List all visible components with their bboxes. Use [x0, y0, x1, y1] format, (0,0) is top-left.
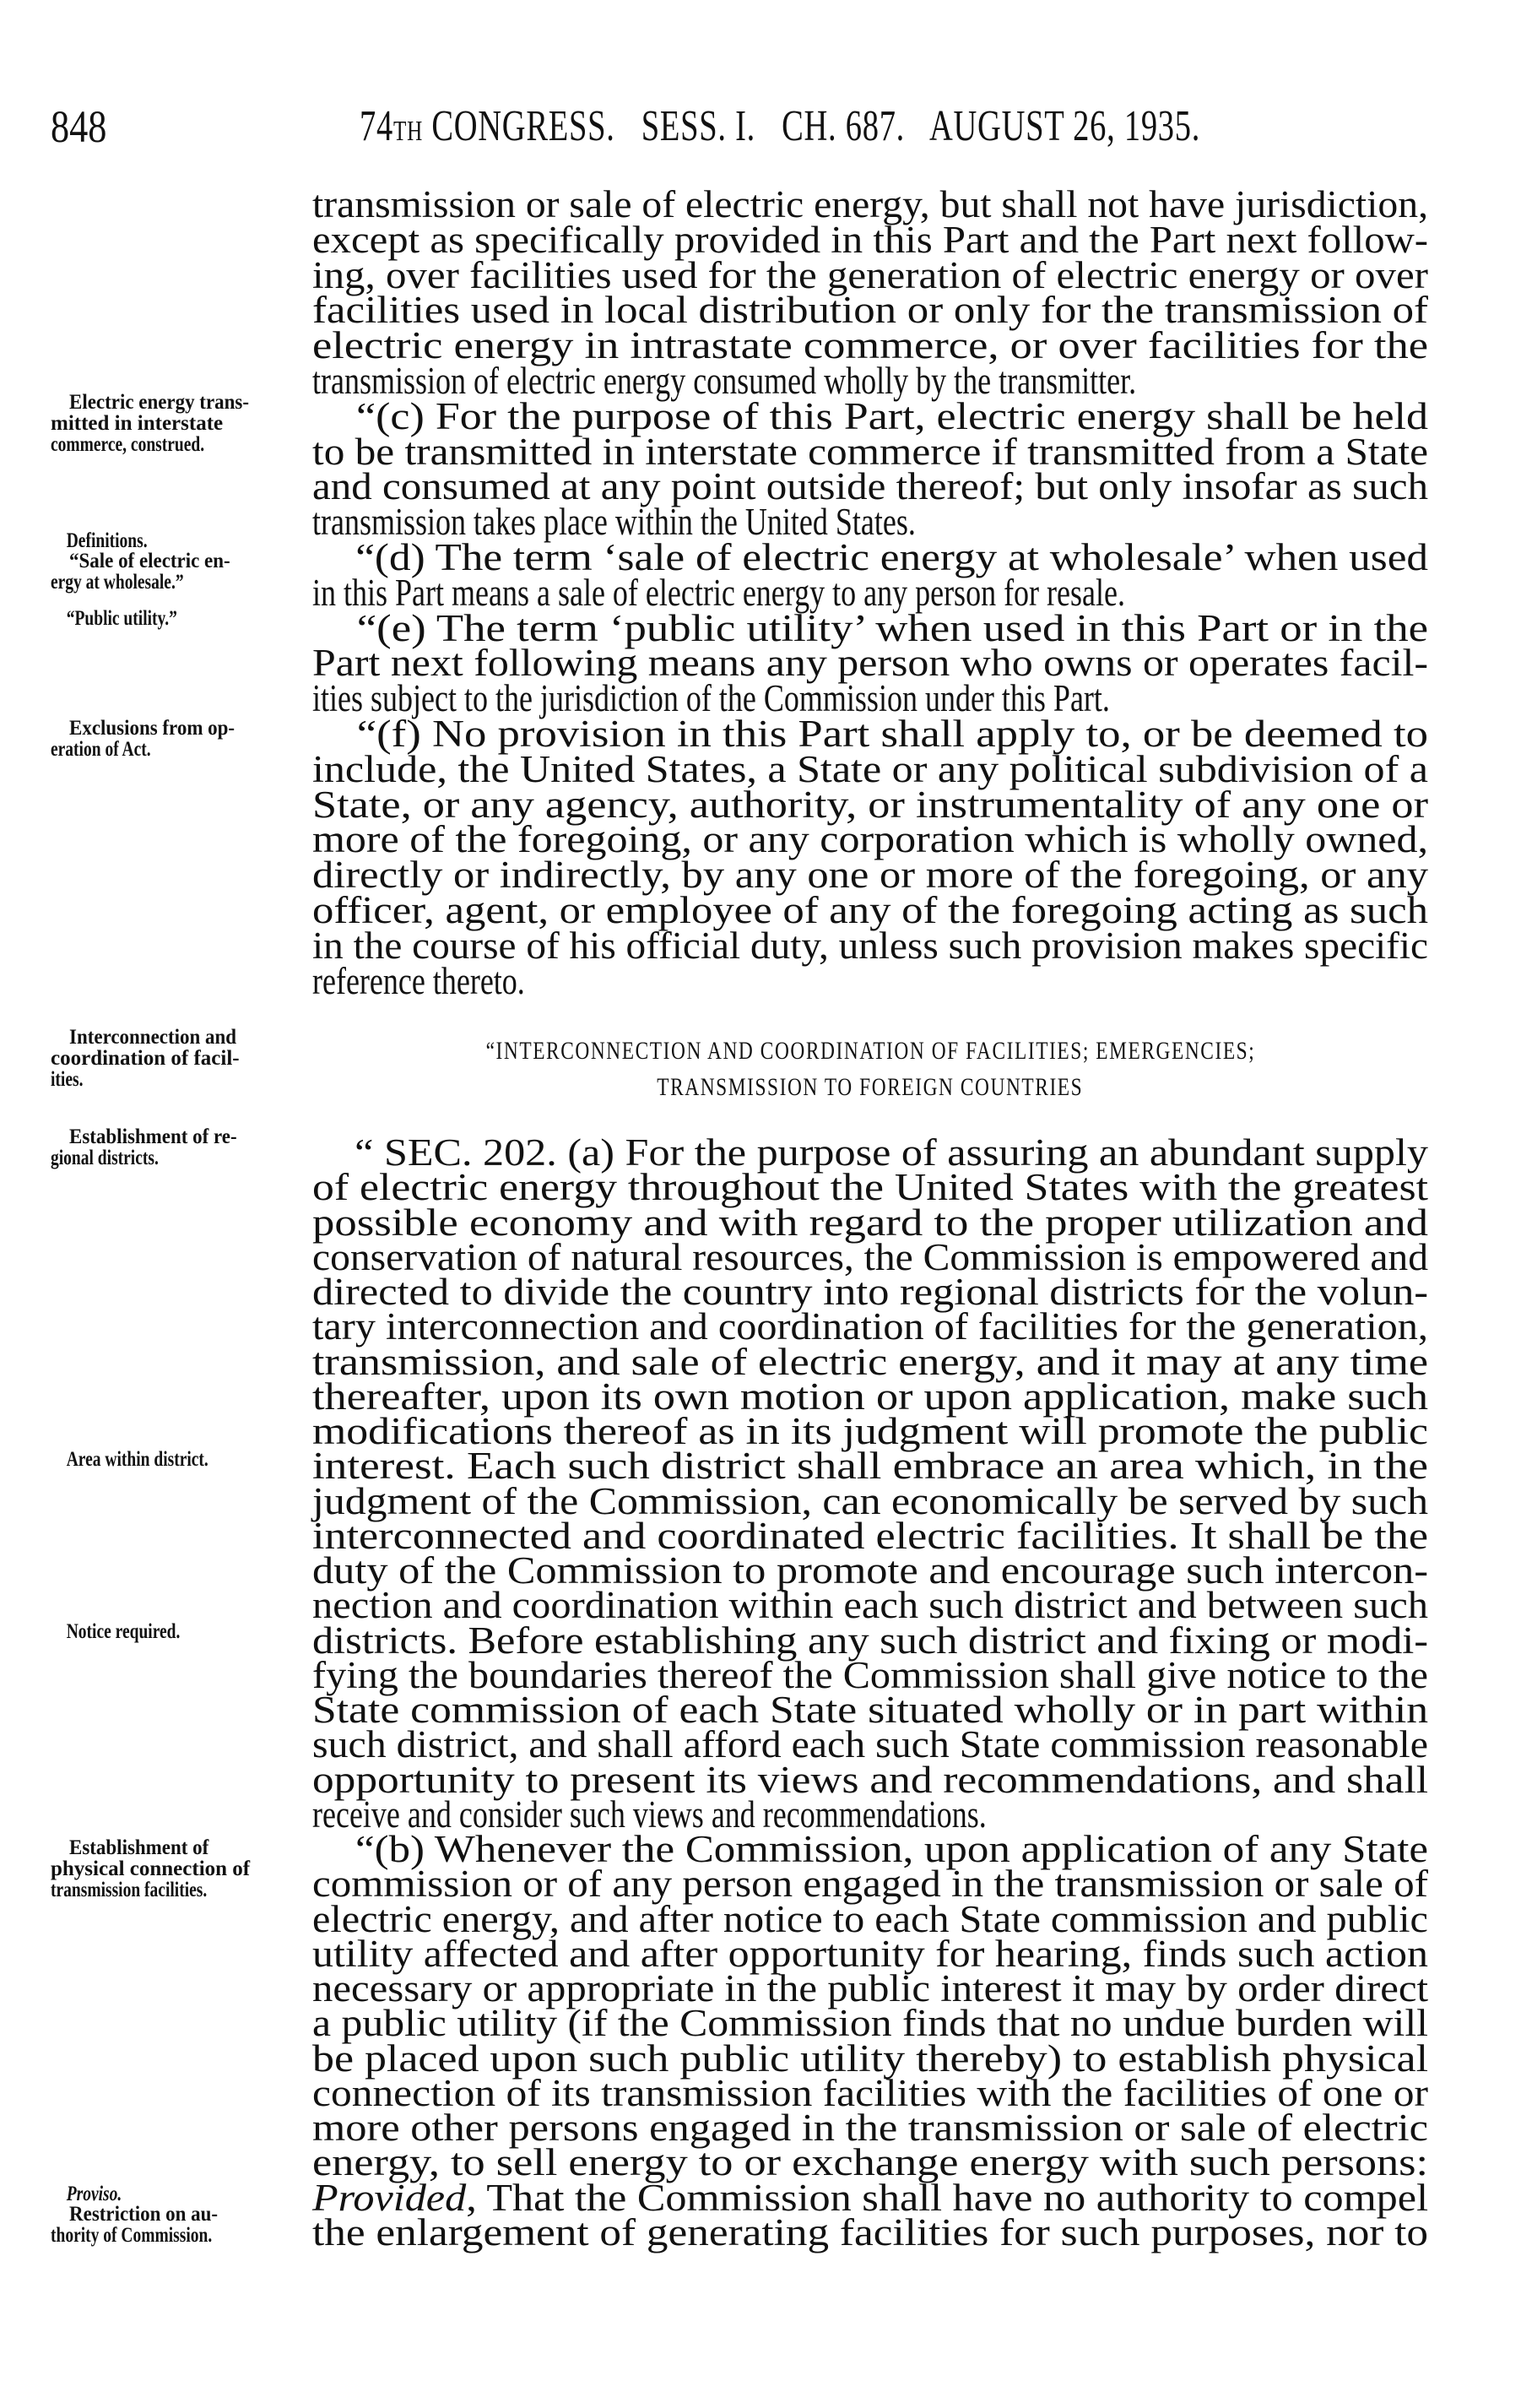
body-line-text: Part next following means any person who owns or operates facil- — [312, 642, 1429, 685]
body-line — [312, 1967, 1429, 2009]
body-line-text: in this Part means a sale of electric energy to any person for resale. — [312, 571, 1125, 614]
body-line — [312, 1584, 1428, 1627]
body-line — [312, 959, 1428, 1002]
margin-note-line: ergy at wholesale.” — [51, 571, 184, 594]
body-line-text: “(d) The term ‘sale of electric energy at wholesale’ when used — [312, 536, 1429, 578]
body-line — [312, 818, 1429, 861]
margin-note-definitions — [51, 530, 299, 551]
margin-note-line: commerce, construed. — [51, 433, 205, 456]
body-line-text: facilities used in local distribution or only for the transmission of — [312, 289, 1429, 332]
body-line-text: conservation of natural resources, the Commission is empowered and — [312, 1235, 1428, 1278]
body-line — [312, 1619, 1429, 1662]
body-line-text: transmission, and sale of electric energy, and it may at any time — [312, 1340, 1429, 1383]
body-line — [312, 2176, 1429, 2219]
body-line — [312, 218, 1429, 261]
body-line-text: “(c) For the purpose of this Part, electric energy shall be held — [312, 394, 1429, 437]
body-line-text: to be transmitted in interstate commerce if transmitted from a State — [312, 430, 1429, 473]
margin-note-proviso — [51, 2183, 299, 2205]
body-line — [312, 1410, 1428, 1452]
body-line — [312, 606, 1428, 649]
body-line — [312, 289, 1429, 332]
body-line-text: electric energy in intrastate commerce, or over facilities for the — [312, 324, 1429, 367]
body-line — [312, 1792, 1428, 1836]
margin-note-line: “Public utility.” — [66, 607, 177, 630]
body-line — [312, 1166, 1429, 1209]
body-line — [312, 360, 1428, 402]
body-line — [312, 924, 1429, 967]
body-line-text: be placed upon such public utility thereby) to establish physical — [312, 2036, 1429, 2080]
body-line-text: Provided, That the Commission shall have no authority to compel — [312, 2176, 1429, 2219]
section-heading-line-1 — [312, 1034, 1428, 1068]
body-line-text: duty of the Commission to promote and encourage such intercon- — [312, 1549, 1429, 1592]
margin-note-regional-districts — [51, 1126, 299, 1169]
body-line — [312, 1514, 1428, 1557]
body-line-text: tary interconnection and coordination of facilities for the generation, — [312, 1305, 1428, 1348]
body-line-text: directly or indirectly, by any one or more of the foregoing, or any — [312, 854, 1429, 897]
body-line-text: State, or any agency, authority, or instrumentality of any one or — [312, 783, 1428, 826]
margin-note-line: eration of Act. — [51, 738, 151, 761]
running-head — [360, 100, 1200, 159]
body-line — [312, 1897, 1428, 1940]
body-line — [312, 1689, 1429, 1731]
body-line-text: officer, agent, or employee of any of the foregoing acting as such — [312, 889, 1428, 931]
running-head-suffix: TH — [392, 116, 423, 147]
margin-note-line: Electric energy trans- — [69, 391, 249, 414]
body-line-text: State commission of each State situated wholly or in part within — [312, 1689, 1429, 1731]
body-line — [312, 1445, 1428, 1488]
margin-note-line: “Sale of electric en- — [69, 550, 230, 572]
margin-note-line: gional districts. — [51, 1147, 159, 1169]
body-line — [312, 430, 1429, 473]
body-line-text: reference thereto. — [312, 959, 525, 1002]
body-line — [312, 1828, 1429, 1870]
margin-note-interconnection — [51, 1027, 299, 1090]
body-line-text: electric energy, and after notice to each State commission and public — [312, 1897, 1428, 1940]
margin-note-electric-energy-interstate — [51, 392, 299, 455]
body-line — [312, 1340, 1429, 1383]
body-line — [312, 713, 1428, 755]
margin-note-public-utility — [51, 608, 299, 629]
body-line — [312, 571, 1428, 614]
body-line — [312, 854, 1429, 897]
body-line — [312, 183, 1428, 225]
body-line-text: more other persons engaged in the transmission or sale of electric — [312, 2107, 1429, 2149]
margin-note-line: Definitions. — [66, 529, 148, 552]
running-head-text: CONGRESS. SESS. I. CH. 687. AUGUST 26, 1935. — [422, 102, 1201, 150]
body-line-text: interest. Each such district shall embrace an area which, in the — [312, 1445, 1428, 1488]
body-line — [312, 1271, 1429, 1313]
margin-note-line: coordination of facil- — [51, 1047, 240, 1070]
margin-note-line: Interconnection and — [69, 1026, 236, 1049]
body-line-text: of electric energy throughout the United States with the greatest — [312, 1166, 1429, 1209]
margin-note-restriction — [51, 2204, 299, 2246]
margin-note-line: Notice required. — [66, 1620, 181, 1643]
body-line — [312, 1723, 1428, 1766]
body-line — [312, 465, 1428, 508]
body-line-text: except as specifically provided in this Part and the Part next follow- — [312, 218, 1429, 261]
body-line-text: necessary or appropriate in the public interest it may by order direct — [312, 1967, 1429, 2009]
body-line — [312, 1201, 1428, 1244]
body-line — [312, 1479, 1428, 1522]
body-line — [312, 2036, 1429, 2080]
body-line — [312, 642, 1429, 685]
body-line-text: transmission or sale of electric energy, but shall not have jurisdiction, — [312, 183, 1428, 225]
body-line — [312, 1758, 1429, 1801]
body-line — [312, 2071, 1428, 2114]
body-line-text: such district, and shall afford each such State commission reasonable — [312, 1723, 1428, 1766]
running-head-congress-num: 74 — [360, 102, 393, 150]
body-line-text: connection of its transmission facilities with the facilities of one or — [312, 2071, 1428, 2114]
body-line — [312, 2141, 1429, 2184]
body-line — [312, 501, 1428, 544]
margin-note-line: physical connection of — [51, 1858, 251, 1880]
body-line — [312, 2210, 1429, 2253]
margin-note-area-within-district — [51, 1449, 299, 1470]
body-line — [312, 1375, 1429, 1418]
margin-note-line: Proviso. — [66, 2183, 122, 2205]
body-line — [312, 253, 1428, 296]
body-line — [312, 677, 1428, 720]
body-line-text: interconnected and coordinated electric facilities. It shall be the — [312, 1514, 1428, 1557]
margin-note-line: Area within district. — [66, 1448, 208, 1471]
section-heading-text: TRANSMISSION TO FOREIGN COUNTRIES — [657, 1073, 1084, 1101]
body-line — [312, 889, 1428, 931]
body-line-text: “(b) Whenever the Commission, upon application of any State — [312, 1828, 1429, 1870]
body-line — [312, 2002, 1428, 2045]
body-line-text: in the course of his official duty, unless such provision makes specific — [312, 924, 1429, 967]
margin-note-line: thority of Commission. — [51, 2224, 213, 2247]
body-line-text: directed to divide the country into regional districts for the volun- — [312, 1271, 1429, 1313]
body-line-text: modifications thereof as in its judgment will promote the public — [312, 1410, 1428, 1452]
body-line-text: transmission takes place within the United States. — [312, 501, 916, 544]
body-line-text: transmission of electric energy consumed wholly by the transmitter. — [312, 360, 1137, 402]
margin-note-line: transmission facilities. — [51, 1879, 208, 1901]
body-line-text: energy, to sell energy to or exchange energy with such persons: — [312, 2141, 1429, 2184]
body-line-text: “ SEC. 202. (a) For the purpose of assuring an abundant supply — [312, 1131, 1428, 1174]
body-line-text: “(f) No provision in this Part shall apply to, or be deemed to — [312, 713, 1428, 755]
body-line-text: ing, over facilities used for the generation of electric energy or over — [312, 253, 1428, 296]
margin-note-line: Establishment of — [69, 1836, 209, 1859]
body-line — [312, 1235, 1428, 1278]
body-line — [312, 324, 1429, 367]
body-line — [312, 1131, 1428, 1174]
margin-note-line: Establishment of re- — [69, 1125, 237, 1148]
margin-note-line: Exclusions from op- — [69, 717, 235, 740]
margin-note-notice-required — [51, 1621, 299, 1642]
margin-note-line: mitted in interstate — [51, 412, 224, 435]
body-line — [312, 394, 1429, 437]
body-line-text: judgment of the Commission, can economically be served by such — [312, 1479, 1428, 1522]
body-line — [312, 1653, 1428, 1696]
page-number: 848 — [51, 101, 107, 152]
body-line — [312, 1305, 1428, 1348]
body-line-text: ities subject to the jurisdiction of the Commission under this Part. — [312, 677, 1110, 720]
section-heading-line-2 — [312, 1071, 1428, 1104]
body-line — [312, 1863, 1429, 1906]
body-line — [312, 1549, 1429, 1592]
italic-word: Provided — [312, 2176, 467, 2219]
body-line-text: possible economy and with regard to the proper utilization and — [312, 1201, 1428, 1244]
body-line — [312, 783, 1428, 826]
margin-note-sale-at-wholesale — [51, 550, 299, 593]
body-line-text: and consumed at any point outside thereof; but only insofar as such — [312, 465, 1428, 508]
margin-note-line: ities. — [51, 1068, 84, 1091]
section-heading-text: “INTERCONNECTION AND COORDINATION OF FACILITIES; EMERGENCIES; — [485, 1037, 1255, 1065]
body-line-text: thereafter, upon its own motion or upon application, make such — [312, 1375, 1429, 1418]
body-line-text: nection and coordination within each such district and between such — [312, 1584, 1428, 1627]
margin-note-line: Restriction on au- — [69, 2203, 219, 2226]
body-line-text: opportunity to present its views and recommendations, and shall — [312, 1758, 1429, 1801]
body-line — [312, 1932, 1428, 1975]
body-line-text: fying the boundaries thereof the Commission shall give notice to the — [312, 1653, 1428, 1696]
margin-note-exclusions — [51, 718, 299, 760]
body-line-text: a public utility (if the Commission finds that no undue burden will — [312, 2002, 1428, 2045]
body-line-text: the enlargement of generating facilities for such purposes, nor to — [312, 2210, 1429, 2253]
body-line — [312, 747, 1428, 790]
body-line — [312, 536, 1429, 578]
body-line-text: utility affected and after opportunity for hearing, finds such action — [312, 1932, 1428, 1975]
margin-note-physical-connection — [51, 1837, 299, 1901]
body-line-text: commission or of any person engaged in the transmission or sale of — [312, 1863, 1429, 1906]
body-line-text: receive and consider such views and recommendations. — [312, 1792, 987, 1836]
body-line-text: “(e) The term ‘public utility’ when used in this Part or in the — [312, 606, 1428, 649]
body-line-text: more of the foregoing, or any corporation which is wholly owned, — [312, 818, 1429, 861]
body-line-text: include, the United States, a State or any political subdivision of a — [312, 747, 1428, 790]
body-line — [312, 2107, 1429, 2149]
body-line-text: districts. Before establishing any such district and fixing or modi- — [312, 1619, 1429, 1662]
